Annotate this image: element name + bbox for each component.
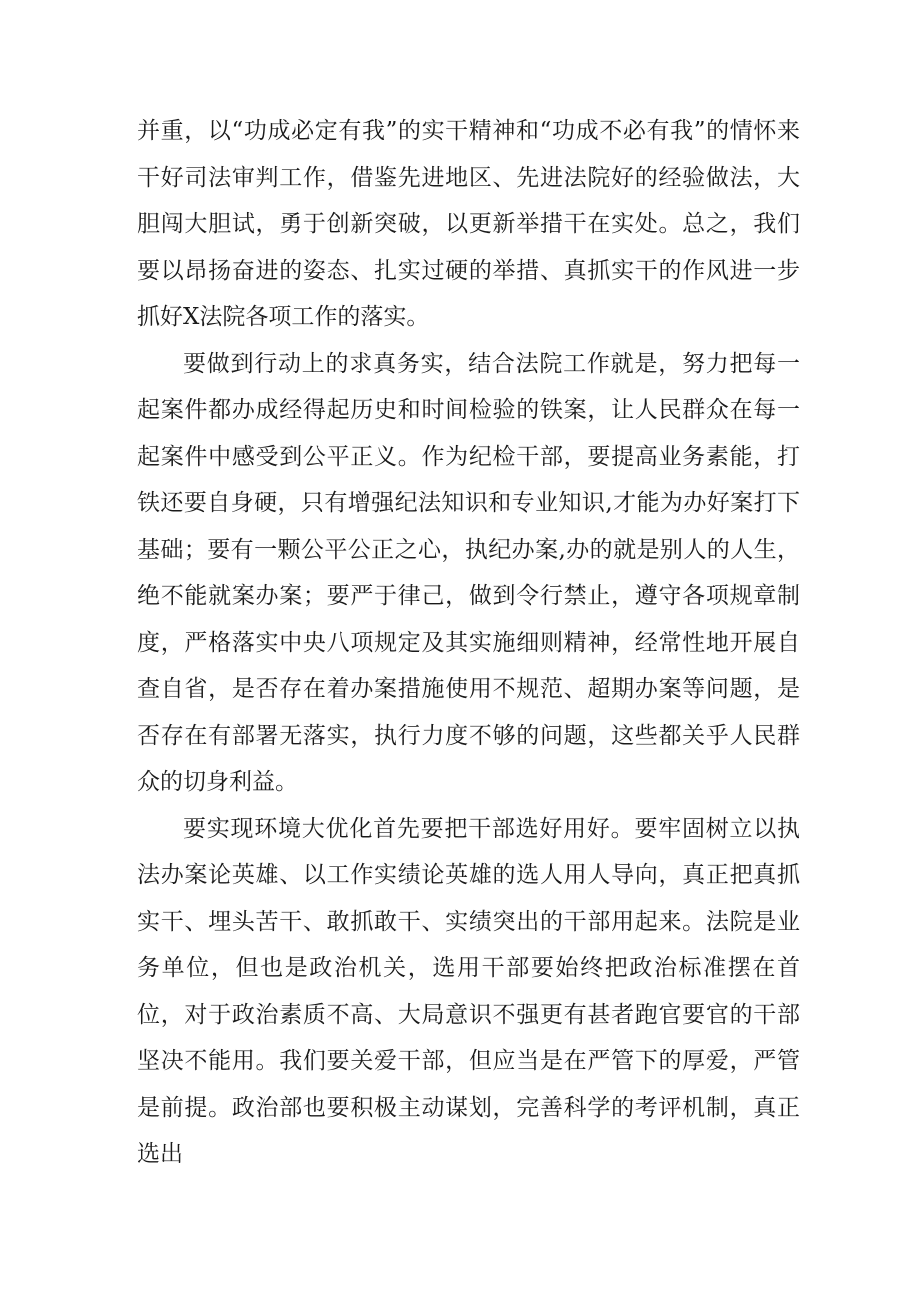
paragraph-2: 要做到行动上的求真务实，结合法院工作就是，努力把每一起案件都办成经得起历史和时间检验的铁案，让人民群众在每一起案件中感受到公平正义。作为纪检干部，要提高业务素能，打铁还要自身硬，只有增强纪法知识和专业知识,才能为办好案打下基础；要有一颗公平公正之心，执纪办案,办的就是别人的人生，绝不能就案办案；要严于律己，做到令行禁止，遵守各项规章制度，严格落实中央八项规定及其实施细则精神，经常性地开展自查自省，是否存在着办案措施使用不规范、超期办案等问题，是否存在有部署无落实，执行力度不够的问题，这些都关乎人民群众的切身利益。 (137, 350, 800, 795)
paragraph-3: 要实现环境大优化首先要把干部选好用好。要牢固树立以执法办案论英雄、以工作实绩论英雄的选人用人导向，真正把真抓实干、埋头苦干、敢抓敢干、实绩突出的干部用起来。法院是业务单位，但也是政治机关，选用干部要始终把政治标准摆在首位，对于政治素质不高、大局意识不强更有甚者跑官要官的干部坚决不能用。我们要关爱干部，但应当是在严管下的厚爱，严管是前提。政治部也要积极主动谋划，完善科学的考评机制，真正选出 (137, 815, 800, 1167)
paragraph-1: 并重，以“功成必定有我”的实干精神和“功成不必有我”的情怀来干好司法审判工作，借鉴先进地区、先进法院好的经验做法，大胆闯大胆试，勇于创新突破，以更新举措干在实处。总之，我们要以昂扬奋进的姿态、扎实过硬的举措、真抓实干的作风进一步抓好X法院各项工作的落实。 (137, 118, 800, 330)
document-body (137, 108, 800, 1178)
